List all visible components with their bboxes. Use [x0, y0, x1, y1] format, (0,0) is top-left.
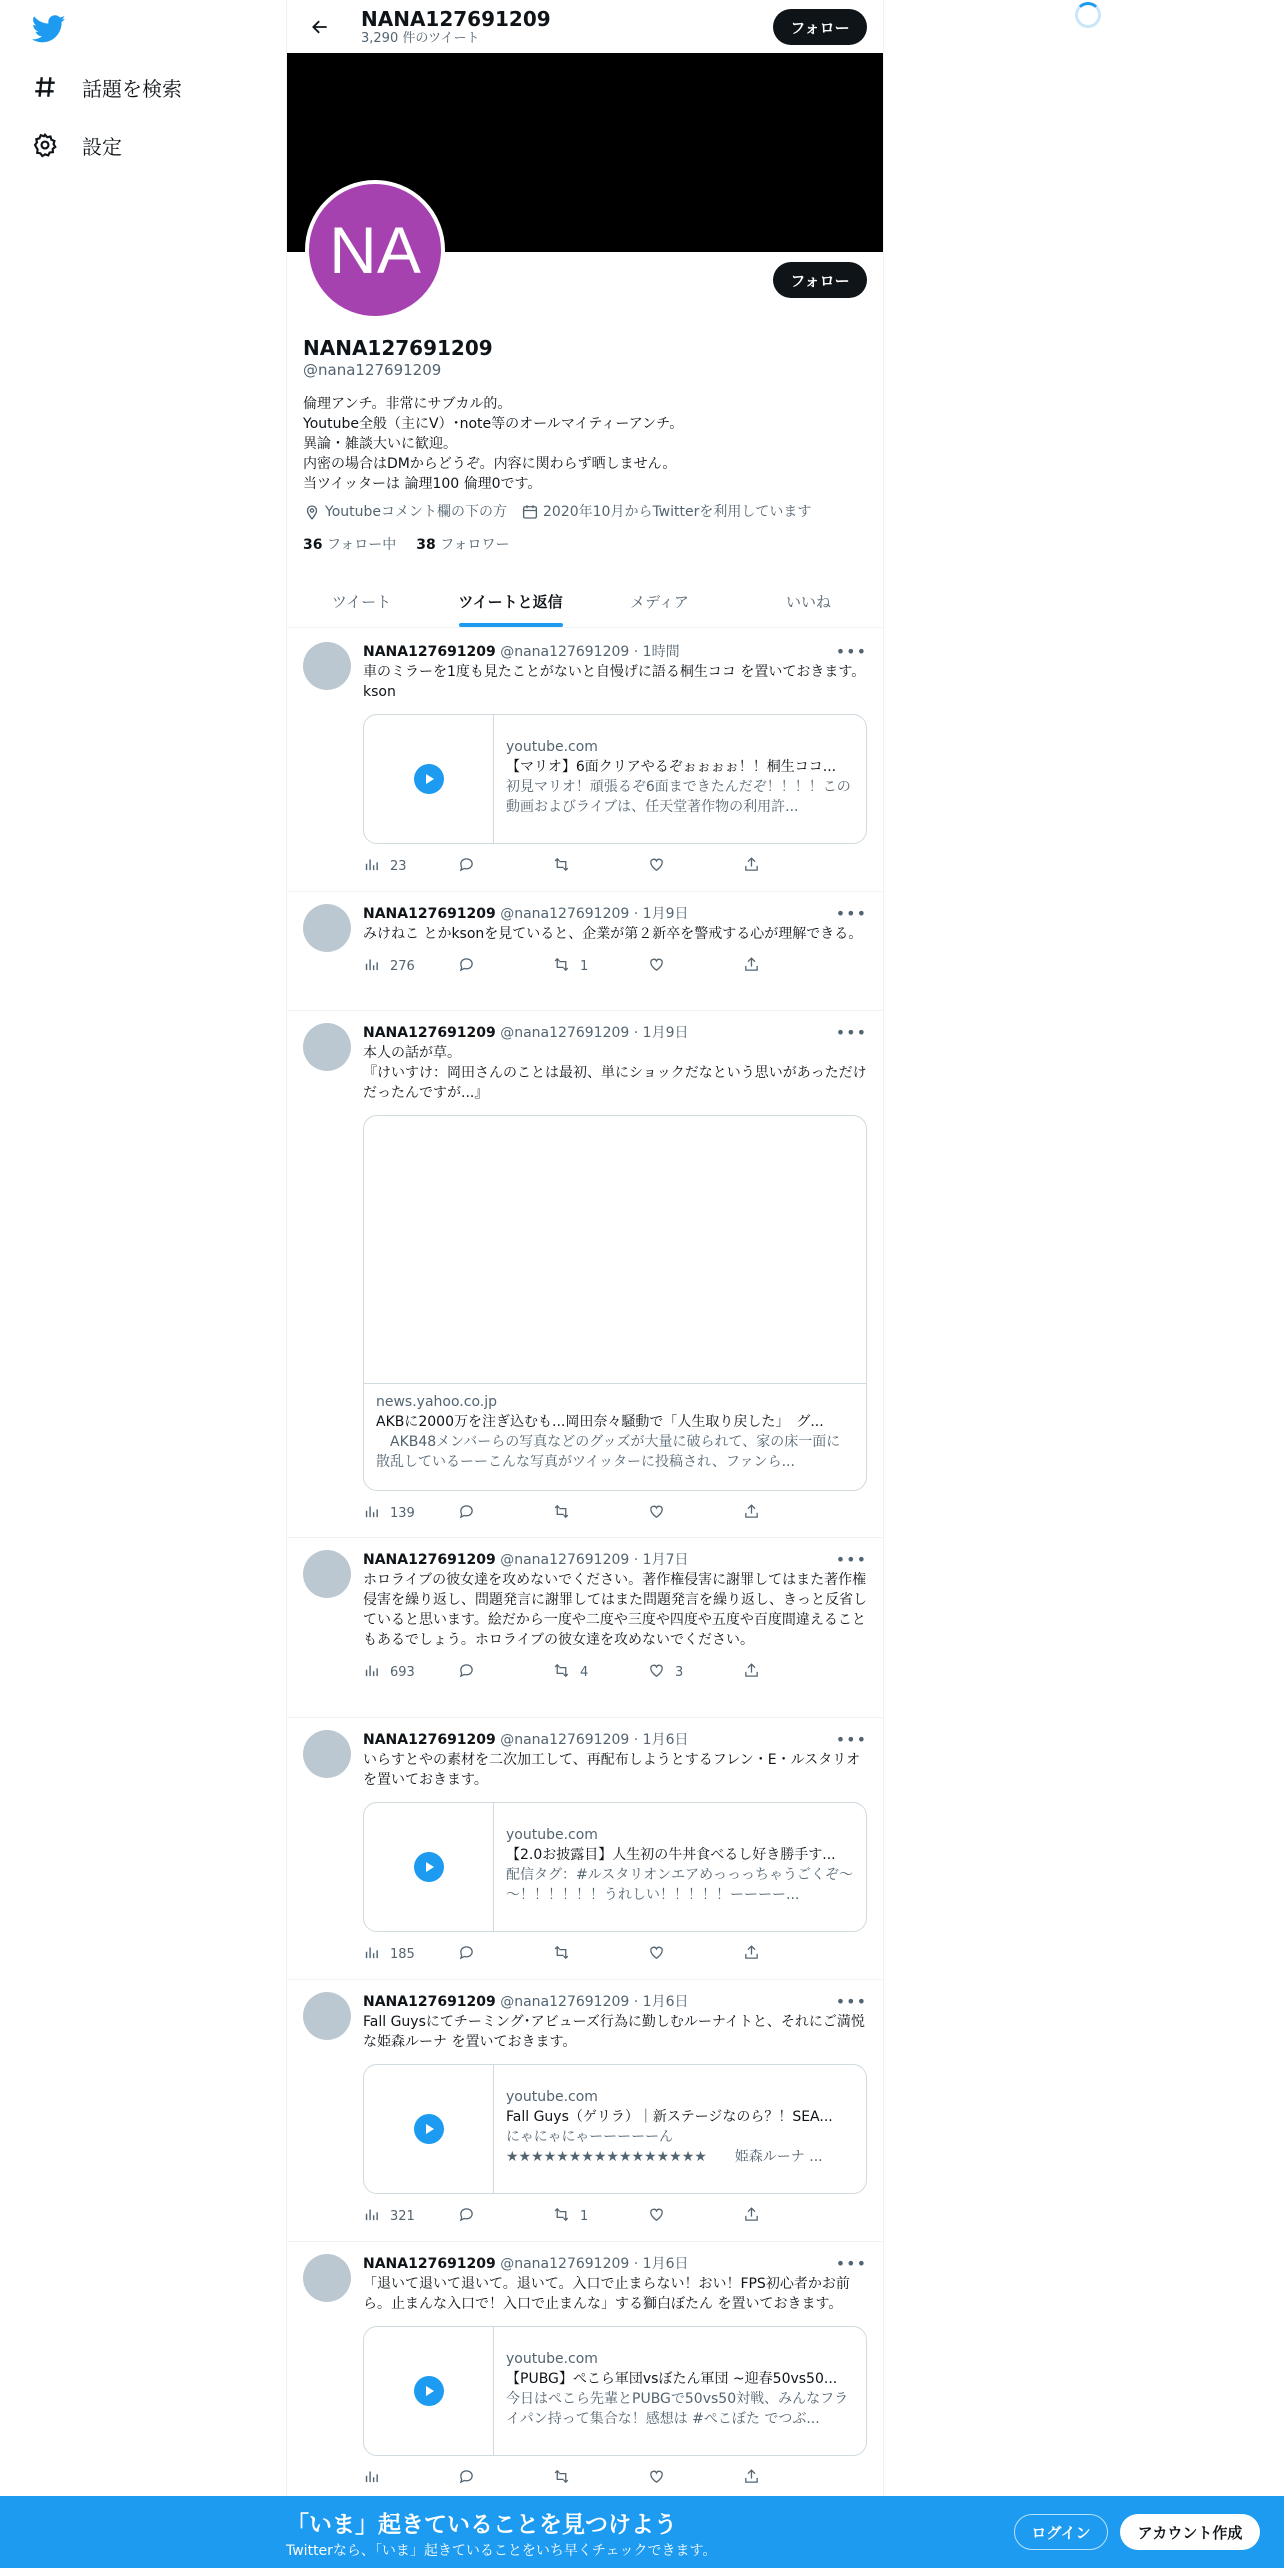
tweet-handle: @nana127691209 [500, 1025, 630, 1041]
tweet-header: NANA127691209 @nana127691209 · 1月6日 [363, 1994, 689, 2010]
more-options-icon[interactable]: ••• [835, 2254, 867, 2273]
heart-icon [648, 1662, 665, 1683]
retweet-button[interactable] [553, 856, 648, 877]
tweet-actions [363, 2206, 867, 2226]
share-icon [743, 956, 760, 977]
more-options-icon[interactable]: ••• [835, 904, 867, 923]
tweet-text: 本人の話が草。 『けいすけ：岡田さんのことは最初、単にショックだなという思いがあっただけだったんですが...』 [363, 1045, 867, 1101]
more-options-icon[interactable]: ••• [835, 1730, 867, 1749]
views-icon [363, 1944, 380, 1965]
play-icon [414, 2376, 444, 2406]
card-title: 【2.0お披露目】人生初の牛丼食べるし好き勝手す... [506, 1847, 836, 1863]
tweet-handle: @nana127691209 [500, 1552, 630, 1568]
play-icon [414, 1852, 444, 1882]
tweet-actions [363, 856, 867, 876]
heart-icon [648, 956, 665, 977]
link-card[interactable] [363, 1802, 867, 1932]
heart-icon [648, 1944, 665, 1965]
retweet-button[interactable] [553, 2206, 648, 2227]
retweet-button[interactable] [553, 956, 648, 977]
views-count: 276 [390, 958, 415, 974]
share-button[interactable] [743, 856, 838, 877]
card-description: 配信タグ：#ルスタリオンエアめっっっちゃうごくぞ～～！！！！！！うれしい！！！！！ーーーー... [506, 1867, 854, 1903]
tweet-text: Fall Guysにてチーミング･アビューズ行為に勤しむルーナイトと、それにご満悦な姫森ルーナ を置いておきます。 [363, 2014, 865, 2050]
more-options-icon[interactable]: ••• [835, 1550, 867, 1569]
tab-tweets[interactable]: ツイート [331, 592, 392, 611]
tab-likes[interactable]: いいね [785, 592, 831, 611]
twitter-logo-icon[interactable] [32, 12, 66, 46]
retweet-icon [553, 2206, 570, 2227]
tweet-header: NANA127691209 @nana127691209 · 1月6日 [363, 2256, 689, 2272]
reply-icon [458, 2206, 475, 2227]
nav-settings[interactable] [32, 125, 122, 165]
like-button[interactable] [648, 2206, 743, 2227]
top-bar [287, 0, 883, 53]
location [303, 502, 507, 522]
share-button[interactable] [743, 1662, 838, 1683]
tweet[interactable] [287, 1718, 883, 1980]
heart-icon [648, 856, 665, 877]
tweet-text: いらすとやの素材を二次加工して、再配布しようとするフレン・E・ルスタリオ を置いておきます。 [363, 1752, 861, 1788]
heart-icon [648, 1503, 665, 1524]
tweet-header: NANA127691209 @nana127691209 · 1時間 [363, 644, 680, 660]
tweet-author[interactable]: NANA127691209 [363, 906, 496, 922]
bottom-banner [0, 2496, 1284, 2568]
views-count: 139 [390, 1505, 415, 1521]
header-follow-button[interactable]: フォロー [773, 9, 867, 45]
views-icon [363, 856, 380, 877]
tweet[interactable] [287, 1538, 883, 1718]
tweet-time[interactable]: 1月6日 [642, 2256, 689, 2272]
views-button[interactable] [363, 2468, 458, 2489]
like-button[interactable] [648, 1503, 743, 1524]
video-thumbnail[interactable] [364, 1803, 494, 1931]
play-icon [414, 2114, 444, 2144]
profile-handle: @nana127691209 [303, 361, 442, 379]
share-button[interactable] [743, 2468, 838, 2489]
tweet[interactable] [287, 892, 883, 1011]
tweet-actions [363, 1503, 867, 1523]
reply-button[interactable] [458, 1503, 553, 1524]
arrow-left-icon [310, 17, 330, 37]
views-icon [363, 1662, 380, 1683]
like-button[interactable] [648, 2468, 743, 2489]
video-thumbnail[interactable] [364, 715, 494, 843]
retweet-button[interactable] [553, 1944, 648, 1965]
location-pin-icon [303, 503, 321, 521]
login-button[interactable]: ログイン [1014, 2514, 1108, 2550]
tweet-time[interactable]: 1月9日 [642, 1025, 689, 1041]
views-button[interactable] [363, 1662, 458, 1683]
reply-icon [458, 956, 475, 977]
profile-avatar[interactable]: NA [305, 180, 445, 320]
card-description: 初見マリオ！頑張るぞ6面まできたんだぞ！！！！この動画およびライブは、任天堂著作物の利用許... [506, 779, 851, 815]
views-button[interactable] [363, 1503, 458, 1524]
tweet-avatar[interactable] [303, 1992, 351, 2040]
retweet-count: 4 [580, 1664, 589, 1680]
share-button[interactable] [743, 1944, 838, 1965]
followers-link[interactable]: 38 フォロワー [416, 537, 510, 553]
retweet-icon [553, 2468, 570, 2489]
join-date-text: 2020年10月からTwitterを利用しています [543, 504, 812, 520]
tweet[interactable] [287, 1980, 883, 2242]
retweet-count: 1 [580, 2208, 589, 2224]
profile-info [303, 336, 869, 554]
signup-button[interactable]: アカウント作成 [1120, 2514, 1260, 2550]
bottom-subtitle: Twitterなら、「いま」起きていることをいち早くチェックできます。 [286, 2543, 717, 2559]
follow-button[interactable]: フォロー [773, 262, 867, 298]
reply-icon [458, 2468, 475, 2489]
loading-spinner-icon [1075, 2, 1101, 28]
tweet-handle: @nana127691209 [500, 1994, 630, 2010]
tweet-avatar[interactable] [303, 1730, 351, 1778]
views-icon [363, 956, 380, 977]
profile-meta [303, 502, 869, 522]
play-icon [414, 764, 444, 794]
card-description: 今日はぺこら先輩とPUBGで50vs50対戦、みんなフライパン持って集合な！感想は #ぺこぼた でつぶ... [506, 2391, 849, 2427]
tweet[interactable] [287, 630, 883, 892]
views-count: 693 [390, 1664, 415, 1680]
tweet-avatar[interactable] [303, 642, 351, 690]
tweet-author[interactable]: NANA127691209 [363, 2256, 496, 2272]
share-icon [743, 1503, 760, 1524]
views-icon [363, 1503, 380, 1524]
reply-button[interactable] [458, 1662, 553, 1683]
like-button[interactable] [648, 956, 743, 977]
bottom-title: 「いま」起きていることを見つけよう [286, 2512, 677, 2538]
retweet-icon [553, 1944, 570, 1965]
more-options-icon[interactable]: ••• [835, 1023, 867, 1042]
tweet-header: NANA127691209 @nana127691209 · 1月9日 [363, 1025, 689, 1041]
tweet-count: 3,290 件のツイート [361, 30, 480, 46]
share-icon [743, 1662, 760, 1683]
tweet-author[interactable]: NANA127691209 [363, 1732, 496, 1748]
tweet-header: NANA127691209 @nana127691209 · 1月9日 [363, 906, 689, 922]
profile-name: NANA127691209 [303, 336, 493, 360]
card-domain: youtube.com [506, 739, 598, 755]
tweet-text: みけねこ とかksonを見ていると、企業が第２新卒を警戒する心が理解できる。 [363, 926, 863, 942]
reply-icon [458, 856, 475, 877]
views-count: 321 [390, 2208, 415, 2224]
reply-icon [458, 1662, 475, 1683]
share-button[interactable] [743, 1503, 838, 1524]
like-button[interactable] [648, 1662, 743, 1683]
like-button[interactable] [648, 856, 743, 877]
reply-icon [458, 1503, 475, 1524]
gear-icon [32, 132, 58, 158]
retweet-button[interactable] [553, 1662, 648, 1683]
card-image [364, 1116, 866, 1384]
nav-explore[interactable] [32, 67, 182, 107]
views-button[interactable] [363, 2206, 458, 2227]
hashtag-icon [32, 74, 58, 100]
card-domain: news.yahoo.co.jp [376, 1394, 497, 1410]
card-description: にゃにゃにゃーーーーーん ★★★★★★★★★★★★★★★★ 姫森ルーナ ... [506, 2129, 823, 2165]
retweet-icon [553, 1662, 570, 1683]
views-button[interactable] [363, 1944, 458, 1965]
views-icon [363, 2206, 380, 2227]
heart-icon [648, 2206, 665, 2227]
tweet-header: NANA127691209 @nana127691209 · 1月7日 [363, 1552, 689, 1568]
tweet-author[interactable]: NANA127691209 [363, 1994, 496, 2010]
reply-button[interactable] [458, 956, 553, 977]
tweet-text: 車のミラーを1度も見たことがないと自慢げに語る桐生ココ を置いておきます。kson [363, 664, 866, 700]
tweet-actions [363, 2468, 867, 2488]
retweet-count: 1 [580, 958, 589, 974]
views-button[interactable] [363, 956, 458, 977]
card-title: AKBに2000万を注ぎ込むも...岡田奈々騒動で「人生取り戻した」 グ... [376, 1414, 824, 1430]
tweet-time[interactable]: 1月7日 [642, 1552, 689, 1568]
tweet-avatar[interactable] [303, 1023, 351, 1071]
profile-bio: 倫理アンチ。非常にサブカル的。 Youtube全般（主にV）･note等のオールマイティーアンチ。 異論・雑談大いに歓迎。 内密の場合はDMからどうぞ。内容に関わらず晒しません。 当ツイッターは 論理100 倫理0です。 [303, 396, 684, 492]
back-button[interactable] [303, 10, 337, 44]
tweet-time[interactable]: 1月6日 [642, 1994, 689, 2010]
tweet-avatar[interactable] [303, 1550, 351, 1598]
link-card[interactable] [363, 714, 867, 844]
profile-column [286, 0, 884, 2568]
tweet-text: ホロライブの彼女達を攻めないでください。著作権侵害に謝罪してはまた著作権侵害を繰り返し、問題発言に謝罪してはまた問題発言を繰り返し、きっと反省していると思います。絵だから一度や二度や三度や四度や五度や百度間違えることもあるでしょう。ホロライブの彼女達を攻めないでください。 [363, 1572, 867, 1648]
news-card[interactable] [363, 1115, 867, 1491]
card-domain: youtube.com [506, 2351, 598, 2367]
card-description: AKB48メンバーらの写真などのグッズが大量に破られて、家の床一面に散乱しているーーこんな写真がツイッターに投稿され、ファンら... [376, 1434, 841, 1470]
tweet-author[interactable]: NANA127691209 [363, 644, 496, 660]
join-date [521, 502, 811, 522]
video-thumbnail[interactable] [364, 2327, 494, 2455]
tweet-time[interactable]: 1時間 [642, 644, 680, 660]
share-button[interactable] [743, 2206, 838, 2227]
share-button[interactable] [743, 956, 838, 977]
nav-settings-label: 設定 [82, 134, 122, 159]
views-icon [363, 2468, 380, 2489]
tweet-author[interactable]: NANA127691209 [363, 1025, 496, 1041]
following-link[interactable]: 36 フォロー中 [303, 537, 397, 553]
reply-button[interactable] [458, 2206, 553, 2227]
link-card[interactable] [363, 2326, 867, 2456]
tweet[interactable] [287, 1011, 883, 1538]
card-title: 【マリオ】6面クリアやるぞぉぉぉぉ！！桐生ココ... [506, 759, 837, 775]
card-title: Fall Guys（ゲリラ）｜新ステージなのら？！SEA... [506, 2109, 833, 2125]
retweet-icon [553, 856, 570, 877]
location-text: Youtubeコメント欄の下の方 [325, 504, 507, 520]
tweet-handle: @nana127691209 [500, 2256, 630, 2272]
like-button[interactable] [648, 1944, 743, 1965]
share-icon [743, 1944, 760, 1965]
profile-tabs [287, 575, 883, 628]
share-icon [743, 2206, 760, 2227]
reply-button[interactable] [458, 2468, 553, 2489]
share-icon [743, 856, 760, 877]
card-title: 【PUBG】ぺこら軍団vsぼたん軍団 ~迎春50vs50... [506, 2371, 838, 2387]
tweet-handle: @nana127691209 [500, 906, 630, 922]
tab-tweets-replies[interactable]: ツイートと返信 [436, 575, 585, 627]
like-count: 3 [675, 1664, 684, 1680]
reply-button[interactable] [458, 1944, 553, 1965]
card-domain: youtube.com [506, 1827, 598, 1843]
heart-icon [648, 2468, 665, 2489]
tweet-actions [363, 1944, 867, 1964]
tab-media[interactable]: メディア [630, 592, 689, 611]
link-card[interactable] [363, 2064, 867, 2194]
tweet-handle: @nana127691209 [500, 644, 630, 660]
tweet-time[interactable]: 1月9日 [642, 906, 689, 922]
views-count: 23 [390, 858, 407, 874]
retweet-button[interactable] [553, 2468, 648, 2489]
reply-icon [458, 1944, 475, 1965]
tweet-avatar[interactable] [303, 904, 351, 952]
more-options-icon[interactable]: ••• [835, 642, 867, 661]
tweet-author[interactable]: NANA127691209 [363, 1552, 496, 1568]
nav-explore-label: 話題を検索 [82, 76, 182, 101]
tweet-handle: @nana127691209 [500, 1732, 630, 1748]
retweet-button[interactable] [553, 1503, 648, 1524]
more-options-icon[interactable]: ••• [835, 1992, 867, 2011]
tweet-text: 「退いて退いて退いて。退いて。入口で止まらない！おい！FPS初心者かお前ら。止まんな入口で！入口で止まんな」する獅白ぼたん を置いておきます。 [363, 2276, 850, 2312]
video-thumbnail[interactable] [364, 2065, 494, 2193]
tweet-avatar[interactable] [303, 2254, 351, 2302]
share-icon [743, 2468, 760, 2489]
tweet-actions [363, 1662, 867, 1682]
tweet-time[interactable]: 1月6日 [642, 1732, 689, 1748]
reply-button[interactable] [458, 856, 553, 877]
calendar-icon [521, 503, 539, 521]
views-count: 185 [390, 1946, 415, 1962]
header-title: NANA127691209 [361, 6, 551, 31]
tweet-actions [363, 956, 867, 976]
follow-counts [303, 534, 869, 554]
retweet-icon [553, 1503, 570, 1524]
card-domain: youtube.com [506, 2089, 598, 2105]
views-button[interactable] [363, 856, 458, 877]
retweet-icon [553, 956, 570, 977]
tweet-header: NANA127691209 @nana127691209 · 1月6日 [363, 1732, 689, 1748]
